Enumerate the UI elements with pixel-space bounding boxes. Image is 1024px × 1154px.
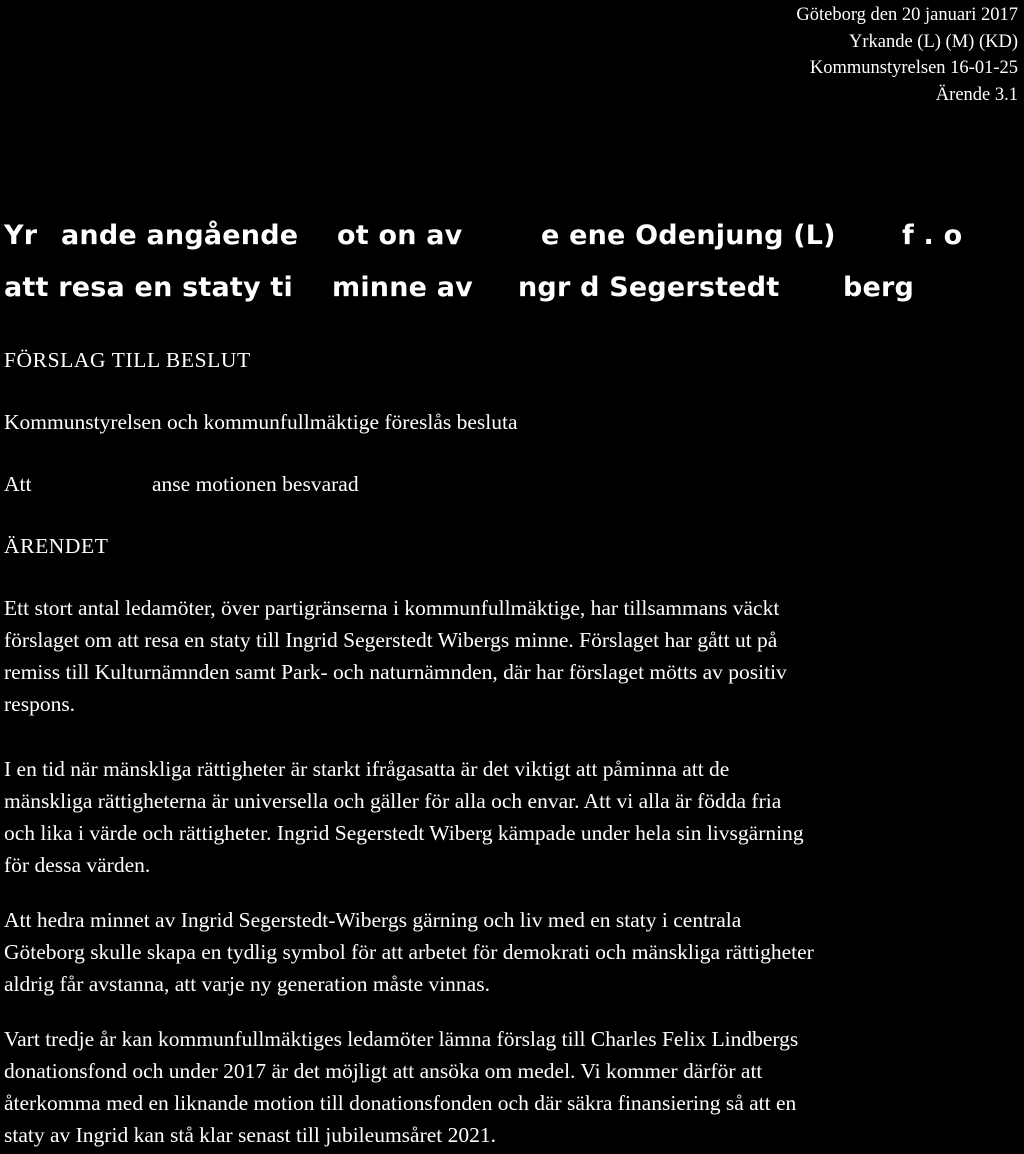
paragraph-line: Ett stort antal ledamöter, över partigränserna i kommunfullmäktige, har tillsammans väckt (4, 596, 780, 620)
paragraph-line: donationsfond och under 2017 är det möjligt att ansöka om medel. Vi kommer därför att (4, 1059, 763, 1083)
body-paragraph (4, 1023, 1018, 1151)
paragraph-line: aldrig får avstanna, att varje ny generation måste vinnas. (4, 972, 490, 996)
meeting-line: Kommunstyrelsen 16-01-25 (809, 58, 1018, 78)
date-line: Göteborg den 20 januari 2017 (796, 5, 1018, 25)
body-paragraph (4, 753, 1018, 881)
title-fragment: att resa en staty ti (4, 272, 293, 303)
paragraph-line: Vart tredje år kan kommunfullmäktiges ledamöter lämna förslag till Charles Felix Lindbergs (4, 1027, 799, 1051)
paragraph-line: förslaget om att resa en staty till Ingrid Segerstedt Wibergs minne. Förslaget har gått ut på (4, 628, 778, 652)
proposal-heading: FÖRSLAG TILL BESLUT (4, 348, 251, 372)
paragraph-line: Att hedra minnet av Ingrid Segerstedt-Wibergs gärning och liv med en staty i centrala (4, 908, 742, 932)
title-fragment: e ene Odenjung (L) (541, 220, 836, 251)
title-fragment: ngr d Segerstedt (518, 272, 780, 303)
paragraph-line: Göteborg skulle skapa en tydlig symbol för att arbetet för demokrati och mänskliga rättigheter (4, 940, 814, 964)
title-fragment: berg (843, 272, 915, 303)
body-paragraph (4, 904, 1018, 1000)
document-header (796, 2, 1018, 108)
att-label: Att (4, 472, 32, 496)
paragraph-line: staty av Ingrid kan stå klar senast till jubileumsåret 2021. (4, 1123, 497, 1147)
paragraph-line: för dessa värden. (4, 853, 151, 877)
matter-heading: ÄRENDET (4, 534, 109, 558)
paragraph-line: och lika i värde och rättigheter. Ingrid Segerstedt Wiberg kämpade under hela sin livsgärning (4, 821, 804, 845)
paragraph-line: I en tid när mänskliga rättigheter är starkt ifrågasatta är det viktigt att påminna att de (4, 757, 730, 781)
paragraph-line: remiss till Kulturnämnden samt Park- och naturnämnden, där har förslaget mötts av positiv (4, 660, 787, 684)
att-decision-text: anse motionen besvarad (152, 472, 359, 496)
paragraph-line: mänskliga rättigheterna är universella och gäller för alla och envar. Att vi alla är födda fria (4, 789, 782, 813)
title-fragment: ande angående (61, 220, 299, 251)
title-fragment: minne av (332, 272, 473, 303)
paragraph-line: respons. (4, 692, 76, 716)
body-paragraph (4, 592, 1018, 720)
title-fragment: ot on av (337, 220, 463, 251)
document-type-line: Yrkande (L) (M) (KD) (848, 31, 1018, 52)
title-fragment: f . o (902, 220, 963, 251)
proposal-intro: Kommunstyrelsen och kommunfullmäktige föreslås besluta (4, 410, 518, 434)
title-fragment: Yr (4, 220, 38, 251)
item-number-line: Ärende 3.1 (935, 84, 1018, 105)
paragraph-line: återkomma med en liknande motion till donationsfonden och där säkra finansiering så att en (4, 1091, 797, 1115)
